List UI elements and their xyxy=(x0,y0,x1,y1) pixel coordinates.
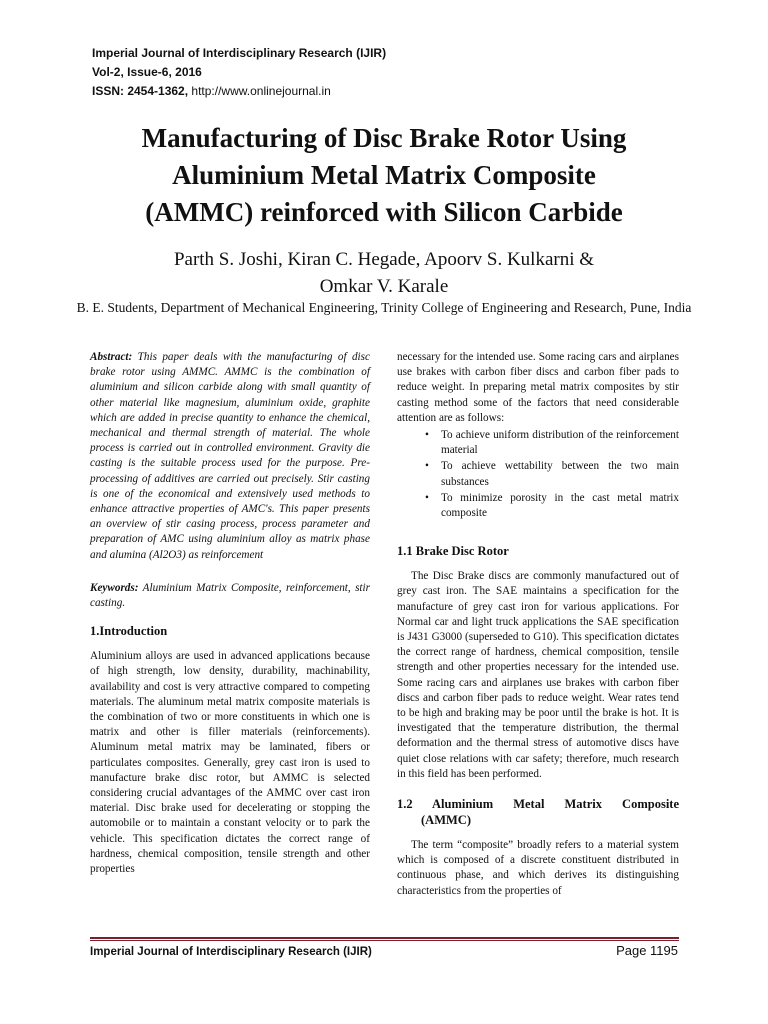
section-1-2-heading xyxy=(397,796,679,828)
title-line: Manufacturing of Disc Brake Rotor Using xyxy=(141,123,627,153)
title-line: (AMMC) reinforced with Silicon Carbide xyxy=(145,197,623,227)
footer-rule xyxy=(90,937,679,939)
paper-title xyxy=(70,120,698,231)
abstract xyxy=(90,350,370,563)
list-item: • To achieve uniform distribution of the reinforcement material xyxy=(425,429,679,457)
right-column xyxy=(397,350,679,899)
abstract-text: This paper deals with the manufacturing of disc brake rotor using AMMC. AMMC is the combination of aluminium and silicon carbide along with small quantity of other material like magnesium, aluminium oxide, graphite which are added in precise quantity to enhance the chemical, mechanical and thermal strength of material. The whole process is carried out in controlled environment. Gravity die casting is the suitable process used for the purpose. Pre-processing of additives are carried out precisely. Stir casting is one of the economical and extensively used methods to enhance attractive properties of AMC's. This paper presents an overview of stir casing process, process parameter and preparation of AMC using aluminium alloy as matrix phase and alumina (Al2O3) as reinforcement xyxy=(90,351,370,561)
intro-heading: 1.Introduction xyxy=(90,624,168,639)
list-item: • To achieve wettability between the two main substances xyxy=(425,460,679,488)
keywords-label: Keywords: xyxy=(90,581,139,594)
journal-issn: ISSN: 2454-1362, xyxy=(92,84,189,98)
bullet-icon: • xyxy=(425,491,429,504)
authors xyxy=(70,246,698,300)
bullet-icon: • xyxy=(425,429,429,442)
factors-list xyxy=(397,428,679,521)
keywords-text: Aluminium Matrix Composite, reinforcement, stir casting. xyxy=(90,581,370,610)
section-1-2-heading-line: (AMMC) xyxy=(421,813,471,828)
bullet-icon: • xyxy=(425,460,429,473)
journal-name: Imperial Journal of Interdisciplinary Research (IJIR) xyxy=(92,46,387,60)
page-number: Page 1195 xyxy=(616,943,678,958)
list-item: • To minimize porosity in the cast metal matrix composite xyxy=(425,491,679,520)
footer-journal: Imperial Journal of Interdisciplinary Research (IJIR) xyxy=(90,946,372,958)
continuation-text: necessary for the intended use. Some racing cars and airplanes use brakes with carbon fiber discs and carbon fiber pads to reduce weight. In preparing metal matrix composites by stir casting method some of the factors that need considerable attention are as follows: xyxy=(397,351,679,424)
journal-url[interactable]: http://www.onlinejournal.in xyxy=(191,84,331,98)
journal-header xyxy=(92,44,386,101)
section-1-2-heading-line: 1.2 Aluminium Metal Matrix Composite xyxy=(397,797,679,812)
authors-line: Parth S. Joshi, Kiran C. Hegade, Apoorv S. Kulkarni & xyxy=(173,249,595,270)
abstract-label: Abstract: xyxy=(90,351,133,363)
title-line: Aluminium Metal Matrix Composite xyxy=(172,160,596,190)
authors-line: Omkar V. Karale xyxy=(319,276,449,297)
section-1-1-heading: 1.1 Brake Disc Rotor xyxy=(397,544,509,559)
affiliation: B. E. Students, Department of Mechanical Engineering, Trinity College of Engineering and Research, Pune, India xyxy=(76,300,692,315)
footer-rule xyxy=(90,940,679,941)
section-1-1-text: The Disc Brake discs are commonly manufactured out of grey cast iron. The SAE maintains a specification for the manufacture of grey cast iron for various applications. For Normal car and light truck applications the SAE specification is J431 G3000 (superseded to G10). This specification dictates the correct range of hardness, chemical composition, tensile strength and other properties necessary for the intended use. Some racing cars and airplanes use brakes with carbon fiber discs and carbon fiber pads to reduce weight. Wear rates tend to be high and braking may be poor until the brake is hot. It is investigated that the temperature distribution, the thermal deformation and the thermal stress of automotive discs have quiet close relations with car safety; therefore, much research in this field has been performed. xyxy=(397,570,679,780)
section-1-2-text: The term “composite” broadly refers to a material system which is composed of a discrete constituent distributed in continuous phase, and which derives its distinguishing characteristics from the properties of xyxy=(397,839,679,897)
journal-volume: Vol-2, Issue-6, 2016 xyxy=(92,65,202,79)
keywords xyxy=(90,581,370,611)
intro-text: Aluminium alloys are used in advanced applications because of high strength, low density, durability, machinability, availability and cost is very attractive compared to competing materials. The aluminum metal matrix composite materials is the combination of two or more constituents in which one is matrix and other is filler materials (reinforcements). Aluminum metal matrix may be laminated, fibers or particulates composites. Generally, grey cast iron is used to manufacture brake disc rotor, but AMMC is selected considering crucial advantages of the AMMC over cast iron material. Disc brake used for decelerating or stopping the automobile or to maintain a constant velocity or to park the vehicle. This specification dictates the correct range of hardness, chemical composition, tensile strength and other properties xyxy=(90,650,370,876)
left-column xyxy=(90,350,370,877)
